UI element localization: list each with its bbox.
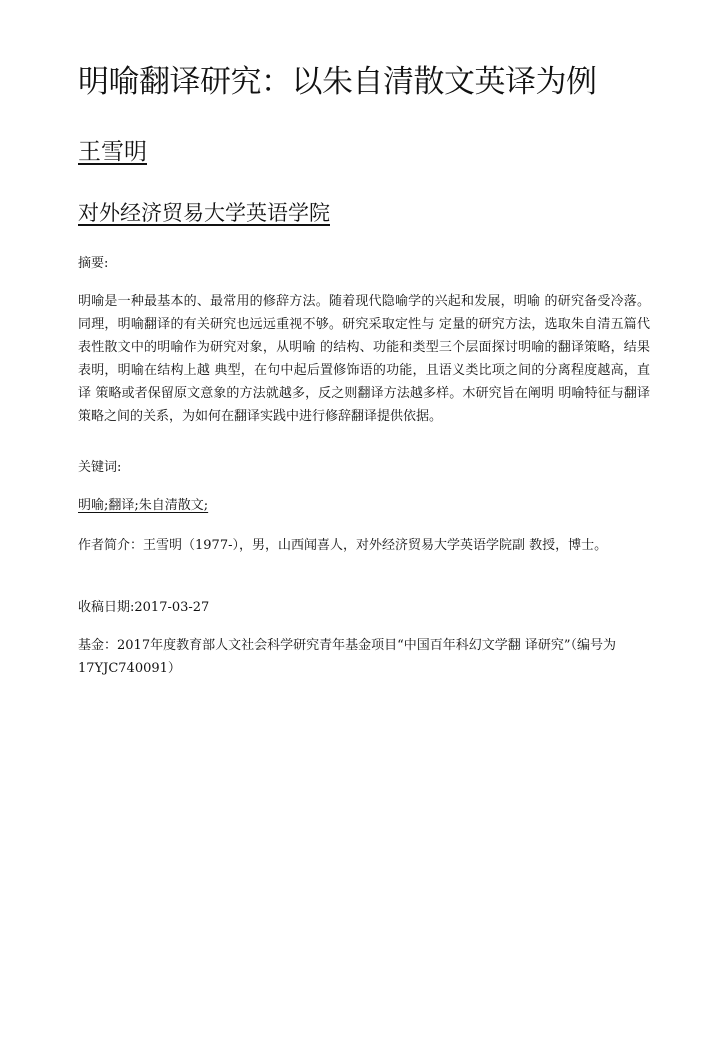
abstract-label: 摘要: (78, 256, 109, 271)
received-date: 收稿日期:2017-03-27 (78, 600, 210, 615)
abstract-text: 明喻是一种最基本的、最常用的修辞方法。随着现代隐喻学的兴起和发展，明喻 的研究备受冷落。同理，明喻翻译的有关研究也远远重视不够。研究采取定性与 定量的研究方法，选取朱自清五篇代表性散文中的明喻作为研究对象，从明喻 的结构、功能和类型三个层面探讨明喻的翻译策略，结果表明，明喻在结构上越 典型，在句中起后置修饰语的功能，且语义类比项之间的分离程度越高，直译 策略或者保留原文意象的方法就越多，反之则翻译方法越多样。木研究旨在阐明 明喻特征与翻译策略之间的关系，为如何在翻译实践中进行修辞翻译提供依据。 (78, 294, 650, 424)
author-name[interactable]: 王雪明 (78, 139, 147, 165)
funding-info: 基金：2017年度教育部人文社会科学研究青年基金项目“中国百年科幻文学翻 译研究”（编号为17YJC740091） (78, 638, 617, 676)
author-bio: 作者简介：王雪明（1977-），男，山西闻喜人，对外经济贸易大学英语学院副 教授，博士。 (78, 538, 608, 553)
author-affiliation[interactable]: 对外经济贸易大学英语学院 (78, 201, 330, 225)
article-title: 明喻翻译研究：以朱自清散文英译为例 (78, 64, 597, 100)
keywords-link[interactable]: 明喻;翻译;朱自清散文; (78, 498, 209, 513)
keywords-label: 关键词: (78, 460, 122, 475)
